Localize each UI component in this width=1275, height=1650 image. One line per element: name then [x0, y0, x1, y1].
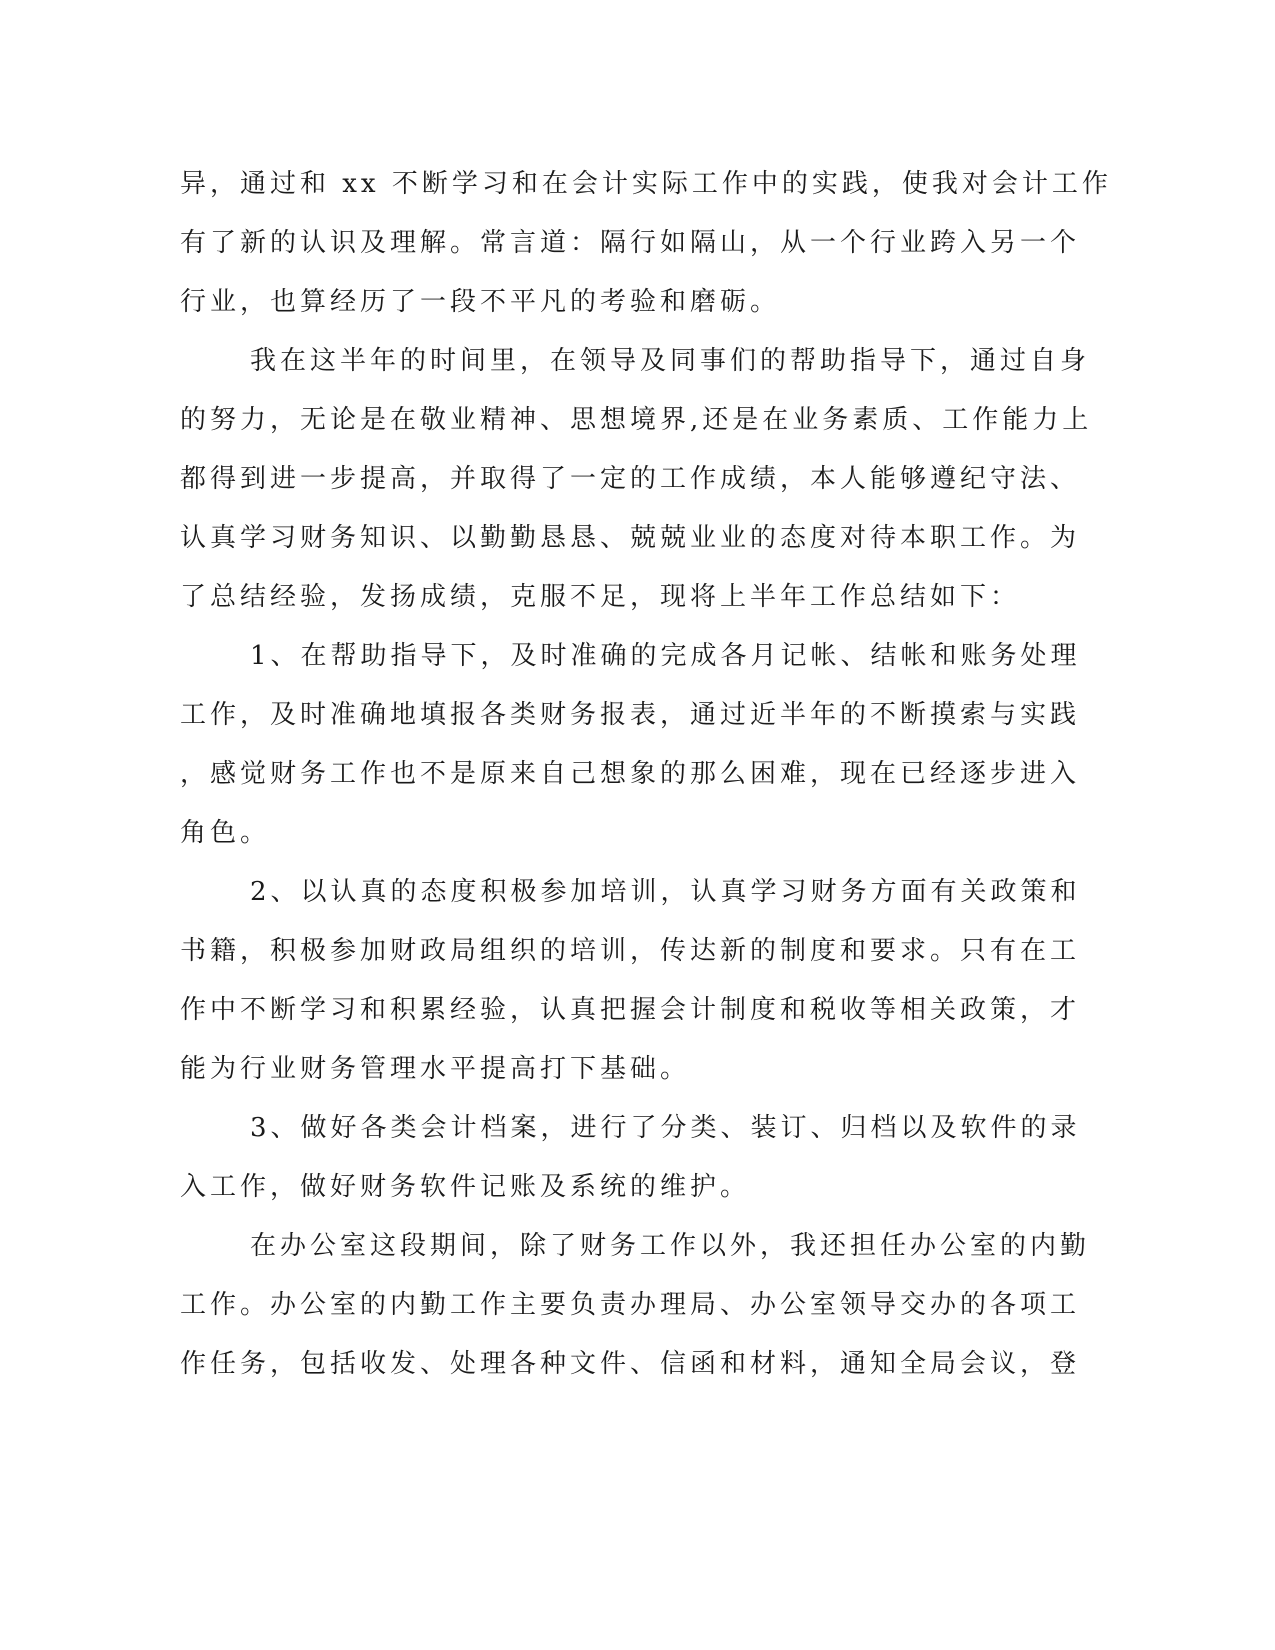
text-line: 书籍，积极参加财政局组织的培训，传达新的制度和要求。只有在工 [180, 936, 1081, 966]
text-line: 行业，也算经历了一段不平凡的考验和磨砺。 [180, 287, 781, 317]
text-line: 工作。办公室的内勤工作主要负责办理局、办公室领导交办的各项工 [180, 1290, 1081, 1320]
text-line: 作任务，包括收发、处理各种文件、信函和材料，通知全局会议，登 [180, 1349, 1081, 1379]
text-line: 作中不断学习和积累经验，认真把握会计制度和税收等相关政策，才 [180, 995, 1081, 1025]
text-line: 能为行业财务管理水平提高打下基础。 [180, 1054, 691, 1084]
text-line: 工作，及时准确地填报各类财务报表，通过近半年的不断摸索与实践 [180, 700, 1081, 730]
text-line: 有了新的认识及理解。常言道：隔行如隔山，从一个行业跨入另一个 [180, 228, 1081, 258]
paragraph-first-line: 在办公室这段期间，除了财务工作以外，我还担任办公室的内勤 [250, 1231, 1091, 1261]
text-line: 认真学习财务知识、以勤勤恳恳、兢兢业业的态度对待本职工作。为 [180, 523, 1081, 553]
text-line: 角色。 [180, 818, 271, 848]
list-item-2-first-line: 2、以认真的态度积极参加培训，认真学习财务方面有关政策和 [250, 877, 1081, 907]
text-line: 入工作，做好财务软件记账及系统的维护。 [180, 1172, 751, 1202]
list-item-3-first-line: 3、做好各类会计档案，进行了分类、装订、归档以及软件的录 [250, 1113, 1081, 1143]
document-body [180, 155, 1112, 1394]
paragraph-first-line: 我在这半年的时间里，在领导及同事们的帮助指导下，通过自身 [250, 346, 1091, 376]
text-line: 的努力，无论是在敬业精神、思想境界,还是在业务素质、工作能力上 [180, 405, 1093, 435]
text-line: ，感觉财务工作也不是原来自己想象的那么困难，现在已经逐步进入 [180, 759, 1081, 789]
text-line: 异，通过和 xx 不断学习和在会计实际工作中的实践，使我对会计工作 [180, 169, 1112, 199]
list-item-1-first-line: 1、在帮助指导下，及时准确的完成各月记帐、结帐和账务处理 [250, 641, 1081, 671]
text-line: 了总结经验，发扬成绩，克服不足，现将上半年工作总结如下： [180, 582, 1021, 612]
text-line: 都得到进一步提高，并取得了一定的工作成绩，本人能够遵纪守法、 [180, 464, 1081, 494]
